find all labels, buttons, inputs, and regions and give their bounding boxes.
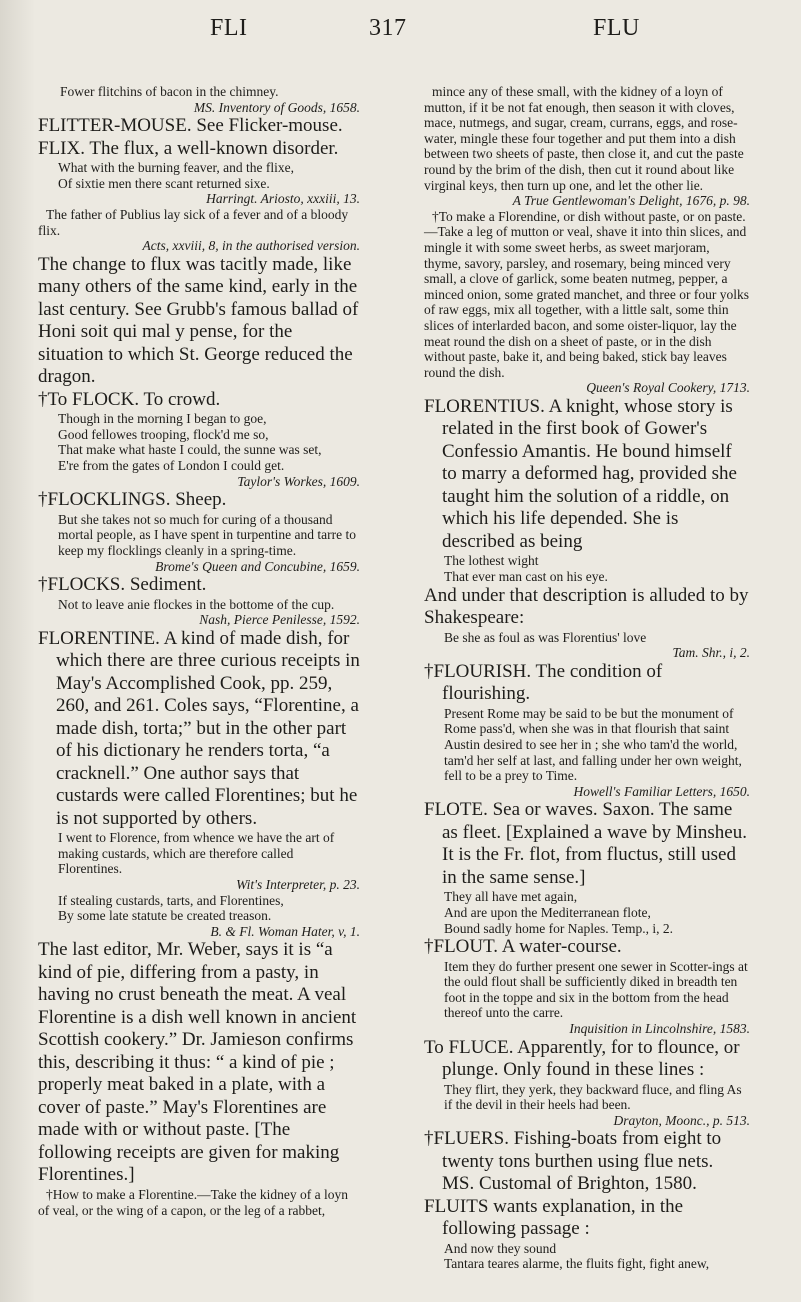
citation: Wit's Interpreter, p. 23.	[236, 877, 360, 893]
quotation-line: What with the burning feaver, and the flixe,	[58, 160, 294, 176]
quotation-line: Item they do further present one sewer in Scotter-ings at the ould flout shall be sufficiently diked in breadth ten foot in the toppe and six in the bottom from the head thereof unto the carre.	[444, 958, 748, 1021]
dictionary-entry: FLOTE. Sea or waves. Saxon. The same as fleet. [Explained a wave by Minsheu. It is the Fr. flot, from fluctus, still used in the same sense.]	[424, 799, 747, 888]
body-text: The last editor, Mr. Weber, says it is “a kind of pie, differing from a pasty, in having no crust beneath the meat. A veal Florentine is a dish well known in ancient Scottish cookery.” Dr. Jamieson confirms this, describing it thus: “ a kind of pie ; properly meat baked in a plate, with a cover of paste.” May's Florentines are made with or without paste. [The following receipts are given for making Florentines.]	[38, 939, 357, 1186]
quotation-line: Though in the morning I began to goe,	[58, 411, 267, 427]
quotation-line: By some late statute be created treason.	[58, 908, 272, 924]
dictionary-entry: †FLUERS. Fishing-boats from eight to twenty tons burthen using flue nets. MS. Customal of Brighton, 1580.	[424, 1128, 722, 1195]
quotation-line: If stealing custards, tarts, and Florentines,	[58, 892, 284, 908]
quotation-line: And now they sound	[444, 1240, 557, 1256]
quotation-line: But she takes not so much for curing of a thousand mortal people, as I have spent in turpentine and tarre to keep my flocklings cleanly in a spring-time.	[58, 511, 357, 558]
quotation-line: And are upon the Mediterranean flote,	[444, 904, 651, 920]
dictionary-entry: To FLUCE. Apparently, for to flounce, or plunge. Only found in these lines :	[424, 1036, 740, 1081]
quotation-line: They flirt, they yerk, they backward fluce, and fling As if the devil in their heels had been.	[444, 1081, 742, 1113]
body-text: †To make a Florendine, or dish without paste, or on paste.—Take a leg of mutton or veal, shave it into thin slices, and mingle it with some sweet herbs, as sweet marjoram, thyme, savory, parsley, and rosemary, being minced very small, a clove of garlick, some beaten nutmeg, pepper, a minced onion, some grated manchet, and three or four yolks of raw eggs, mix all together, with a little salt, some thin slices of interlarded bacon, and some oister-liquor, lay the meat round the dish on a sheet of paste, or in the dish without paste, bake it, and being baked, stick bay leaves round the dish.	[424, 208, 750, 380]
dictionary-entry: FLORENTINE. A kind of made dish, for which there are three curious receipts in May's Accomplished Cook, pp. 259, 260, and 261. Coles says, “Florentine, a made dish, torta;” but in the other part of his dictionary he renders torta, “a cracknell.” One author says that custards were called Florentines; but he is not supported by others.	[38, 627, 360, 829]
left-column	[38, 84, 360, 1292]
citation: Nash, Pierce Penilesse, 1592.	[199, 612, 360, 628]
body-text: And under that description is alluded to by Shakespeare:	[424, 584, 749, 629]
quotation-line: That make what haste I could, the sunne was set,	[58, 442, 322, 458]
citation: Inquisition in Lincolnshire, 1583.	[569, 1020, 750, 1036]
dictionary-entry: FLIX. The flux, a well-known disorder.	[38, 137, 339, 159]
citation: Harringt. Ariosto, xxxiii, 13.	[206, 191, 360, 207]
right-column	[424, 84, 750, 1292]
citation: Drayton, Moonc., p. 513.	[613, 1112, 750, 1128]
dictionary-entry: FLORENTIUS. A knight, whose story is related in the first book of Gower's Confessio Amantis. He bound himself to marry a deformed hag, provided she taught him the solution of a riddle, on which his life depended. She is described as being	[424, 395, 737, 552]
quotation-line: They all have met again,	[444, 889, 578, 905]
citation: MS. Inventory of Goods, 1658.	[193, 99, 360, 115]
citation: Acts, xxviii, 8, in the authorised version.	[142, 238, 360, 254]
dictionary-entry: †To FLOCK. To crowd.	[38, 388, 221, 410]
dictionary-entry: FLITTER-MOUSE. See Flicker-mouse.	[38, 115, 343, 137]
body-text: Fower flitchins of bacon in the chimney.	[60, 84, 279, 99]
citation: Brome's Queen and Concubine, 1659.	[155, 558, 360, 574]
quotation-line: Of sixtie men there scant returned sixe.	[58, 175, 270, 191]
quotation-line: Tantara teares alarme, the fluits fight, fight anew,	[444, 1256, 710, 1272]
dictionary-entry: FLUITS wants explanation, in the following passage :	[424, 1195, 684, 1240]
quotation-line: Present Rome may be said to be but the monument of Rome pass'd, when she was in that flourish that saint Austin desired to see her in ; she who tam'd the world, tam'd her self at last, and falling under her own weight, fell to be a prey to Time.	[444, 705, 742, 784]
citation: Tam. Shr., i, 2.	[672, 645, 750, 661]
running-head-right: FLU	[593, 15, 640, 41]
dictionary-entry: †FLOUT. A water-course.	[424, 936, 622, 958]
body-text: The change to flux was tacitly made, like many others of the same kind, early in the last century. See Grubb's famous ballad of Honi soit qui mal y pense, for the situation to which St. George reduced the dragon.	[38, 253, 359, 388]
citation: Taylor's Workes, 1609.	[237, 473, 360, 489]
dictionary-entry: †FLOCKLINGS. Sheep.	[38, 489, 227, 511]
quotation-line: The lothest wight	[444, 553, 539, 569]
quotation-line: I went to Florence, from whence we have the art of making custards, which are therefore called Florentines.	[58, 830, 335, 877]
body-text: The father of Publius lay sick of a fever and of a bloody flix.	[38, 206, 349, 238]
page-number: 317	[369, 15, 407, 41]
quotation-line: E're from the gates of London I could get.	[58, 458, 285, 474]
quotation-line: Be she as foul as was Florentius' love	[444, 629, 647, 645]
citation: B. & Fl. Woman Hater, v, 1.	[210, 923, 360, 939]
citation: Queen's Royal Cookery, 1713.	[586, 380, 750, 396]
body-text: mince any of these small, with the kidney of a loyn of mutton, if it be not fat enough, then season it with cloves, mace, nutmegs, and sugar, cream, currans, eggs, and rose-water, mingle these four together and put them into a dish between two sheets of paste, then close it, and cut the paste round by the brim of the dish, then cut it round about like virginal keys, then turn up one, and let the other lie.	[424, 84, 744, 193]
running-head-left: FLI	[210, 15, 248, 41]
dictionary-entry: †FLOURISH. The condition of flourishing.	[424, 660, 663, 705]
quotation-line: Bound sadly home for Naples. Temp., i, 2.	[444, 920, 674, 936]
dictionary-entry: †FLOCKS. Sediment.	[38, 574, 207, 596]
quotation-line: Not to leave anie flockes in the bottome of the cup.	[58, 596, 335, 612]
citation: Howell's Familiar Letters, 1650.	[573, 783, 750, 799]
citation: A True Gentlewoman's Delight, 1676, p. 98.	[512, 193, 750, 209]
quotation-line: Good fellowes trooping, flock'd me so,	[58, 426, 269, 442]
quotation-line: That ever man cast on his eye.	[444, 568, 608, 584]
body-text: †How to make a Florentine.—Take the kidney of a loyn of veal, or the wing of a capon, or the leg of a rabbet,	[38, 1186, 348, 1218]
